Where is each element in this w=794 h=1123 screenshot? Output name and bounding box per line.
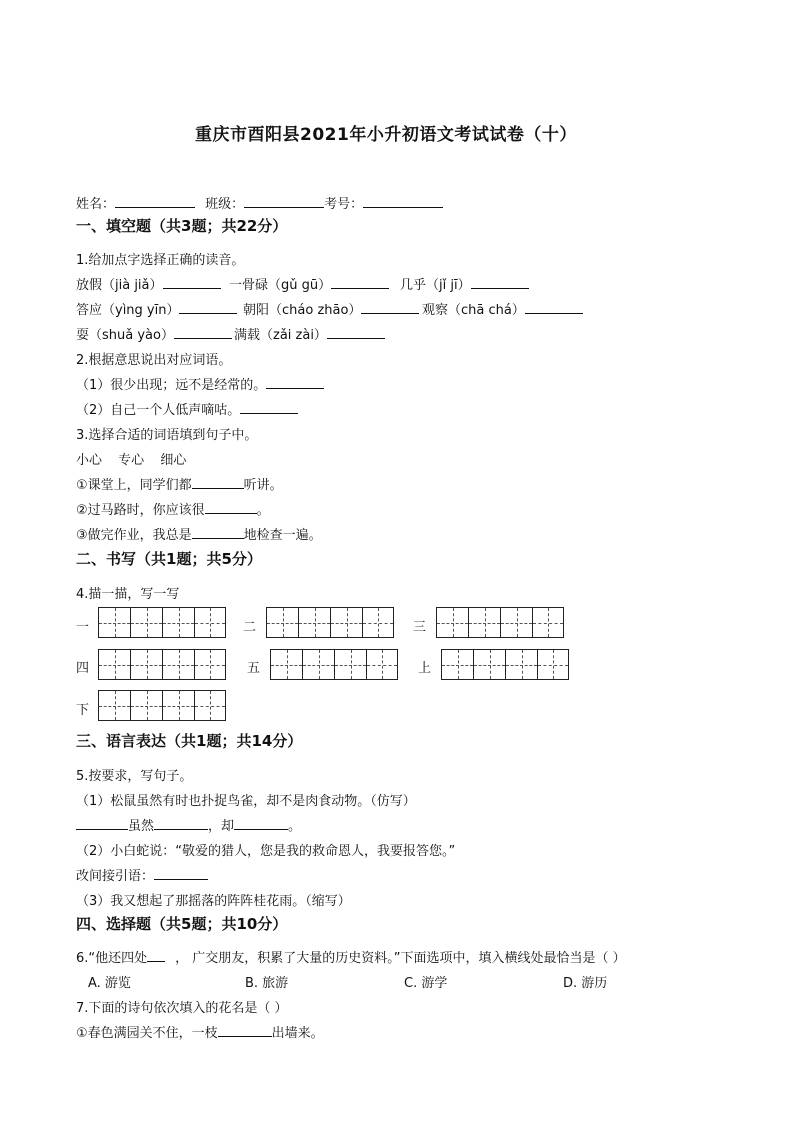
- class-field[interactable]: [244, 195, 324, 208]
- question-3-prompt: 3.选择合适的词语填到句子中。: [76, 428, 258, 443]
- q3-item-pre: ③做完作业，我总是: [76, 528, 192, 543]
- answer-blank[interactable]: [205, 501, 257, 514]
- q6-option-b[interactable]: B. 旅游: [245, 976, 289, 991]
- answer-blank[interactable]: [471, 276, 529, 289]
- q1-item-2: [229, 274, 389, 293]
- practice-char: 二: [243, 620, 257, 635]
- name-label: 姓名：: [76, 197, 116, 212]
- name-field[interactable]: [115, 195, 195, 208]
- q1-item-text: 几乎（jǐ jī）: [400, 278, 471, 293]
- answer-blank[interactable]: [154, 867, 208, 880]
- q5-part-3: （3）我又想起了那摇落的阵阵桂花雨。（缩写）: [76, 894, 351, 909]
- q5-connector: ，却: [208, 819, 235, 834]
- q2-item-text: （2）自己一个人低声嘀咕。: [76, 403, 241, 418]
- answer-blank[interactable]: [266, 376, 324, 389]
- answer-blank[interactable]: [361, 301, 419, 314]
- class-label: 班级：: [205, 197, 245, 212]
- q6-post: ， 广交朋友，积累了大量的历史资料。”下面选项中，填入横线处最恰当是（ ）: [175, 951, 626, 966]
- q5-connector: 虽然: [128, 819, 155, 834]
- q1-item-3: [400, 274, 529, 293]
- exam-no-label: 考号：: [324, 197, 364, 212]
- writing-grid[interactable]: [441, 649, 569, 680]
- writing-grid[interactable]: [98, 649, 226, 680]
- q5-part-2-answer: [76, 865, 208, 884]
- q3-item-3: [76, 524, 322, 543]
- q6-pre: 6.“他还四处: [76, 951, 148, 966]
- answer-blank[interactable]: [154, 817, 208, 830]
- q1-item-7: [76, 324, 232, 343]
- q6-option-c[interactable]: C. 游学: [404, 976, 448, 991]
- q6-option-d[interactable]: D. 游历: [563, 976, 608, 991]
- q3-item-pre: ①课堂上，同学们都: [76, 478, 192, 493]
- q3-item-post: 听讲。: [243, 478, 283, 493]
- q3-item-post: 。: [256, 503, 270, 518]
- answer-blank[interactable]: [218, 1024, 272, 1037]
- q1-item-text: 朝阳（cháo zhāo）: [243, 303, 362, 318]
- question-5-prompt: 5.按要求，写句子。: [76, 769, 193, 784]
- answer-blank[interactable]: [327, 326, 385, 339]
- q3-item-2: [76, 499, 270, 518]
- q3-word: 小心: [76, 453, 103, 468]
- section-heading-2: 二、书写（共1题；共5分）: [76, 550, 262, 568]
- q1-item-text: 放假（jià jiǎ）: [76, 278, 163, 293]
- writing-grid[interactable]: [436, 607, 564, 638]
- q1-item-8: [234, 324, 385, 343]
- q2-item-text: （1）很少出现；远不是经常的。: [76, 378, 267, 393]
- answer-blank[interactable]: [525, 301, 583, 314]
- section-heading-4: 四、选择题（共5题；共10分）: [76, 915, 288, 933]
- question-6-stem: [76, 947, 626, 966]
- q1-item-4: [76, 299, 237, 318]
- q5-end: 。: [288, 819, 302, 834]
- q7-line-1: [76, 1022, 324, 1041]
- q1-item-6: [422, 299, 583, 318]
- practice-char: 一: [76, 620, 90, 635]
- q1-item-5: [243, 299, 419, 318]
- question-1-prompt: 1.给加点字选择正确的读音。: [76, 253, 245, 268]
- q3-item-post: 地检查一遍。: [243, 528, 322, 543]
- practice-char: 三: [413, 620, 427, 635]
- q5-label: 改间接引语：: [76, 869, 155, 884]
- question-2-prompt: 2.根据意思说出对应词语。: [76, 353, 232, 368]
- answer-blank[interactable]: [192, 476, 244, 489]
- answer-blank[interactable]: [147, 949, 165, 962]
- q3-word: 专心: [118, 453, 145, 468]
- answer-blank[interactable]: [76, 817, 128, 830]
- q1-item-text: 满载（zǎi zài）: [234, 328, 327, 343]
- writing-grid[interactable]: [98, 690, 226, 721]
- answer-blank[interactable]: [234, 817, 288, 830]
- q1-item-text: 耍（shuǎ yào）: [76, 328, 174, 343]
- exam-no-field[interactable]: [363, 195, 443, 208]
- q1-item-text: 一骨碌（gǔ gū）: [229, 278, 332, 293]
- answer-blank[interactable]: [240, 401, 298, 414]
- q3-item-pre: ②过马路时，你应该很: [76, 503, 205, 518]
- q5-part-2: （2）小白蛇说：“敬爱的猎人，您是我的救命恩人，我要报答您。”: [76, 844, 456, 859]
- practice-char: 下: [76, 703, 90, 718]
- q2-item-2: [76, 399, 298, 418]
- section-heading-1: 一、填空题（共3题；共22分）: [76, 217, 288, 235]
- q6-option-a[interactable]: A. 游览: [88, 976, 131, 991]
- practice-char: 五: [247, 661, 261, 676]
- q5-part-1: （1）松鼠虽然有时也扑捉鸟雀，却不是肉食动物。（仿写）: [76, 794, 416, 809]
- q7-pre: ①春色满园关不住，一枝: [76, 1026, 218, 1041]
- practice-char: 四: [76, 661, 90, 676]
- q3-word: 细心: [160, 453, 187, 468]
- answer-blank[interactable]: [163, 276, 221, 289]
- q3-item-1: [76, 474, 283, 493]
- page-title: 重庆市酉阳县2021年小升初语文考试试卷（十）: [195, 125, 577, 145]
- writing-grid[interactable]: [266, 607, 394, 638]
- question-4-prompt: 4.描一描，写一写: [76, 587, 180, 602]
- student-info-line: [76, 193, 443, 212]
- answer-blank[interactable]: [192, 526, 244, 539]
- q1-item-1: [76, 274, 221, 293]
- question-7-prompt: 7.下面的诗句依次填入的花名是（ ）: [76, 1001, 288, 1016]
- writing-grid[interactable]: [98, 607, 226, 638]
- section-heading-3: 三、语言表达（共1题；共14分）: [76, 732, 303, 750]
- q1-item-text: 观察（chā chá）: [422, 303, 525, 318]
- q7-post: 出墙来。: [271, 1026, 324, 1041]
- practice-char: 上: [418, 661, 432, 676]
- answer-blank[interactable]: [331, 276, 389, 289]
- q5-part-1-answer: [76, 815, 301, 834]
- answer-blank[interactable]: [174, 326, 232, 339]
- q2-item-1: [76, 374, 324, 393]
- q1-item-text: 答应（yìng yīn）: [76, 303, 180, 318]
- q3-word-bank: [76, 449, 186, 468]
- answer-blank[interactable]: [179, 301, 237, 314]
- writing-grid[interactable]: [270, 649, 398, 680]
